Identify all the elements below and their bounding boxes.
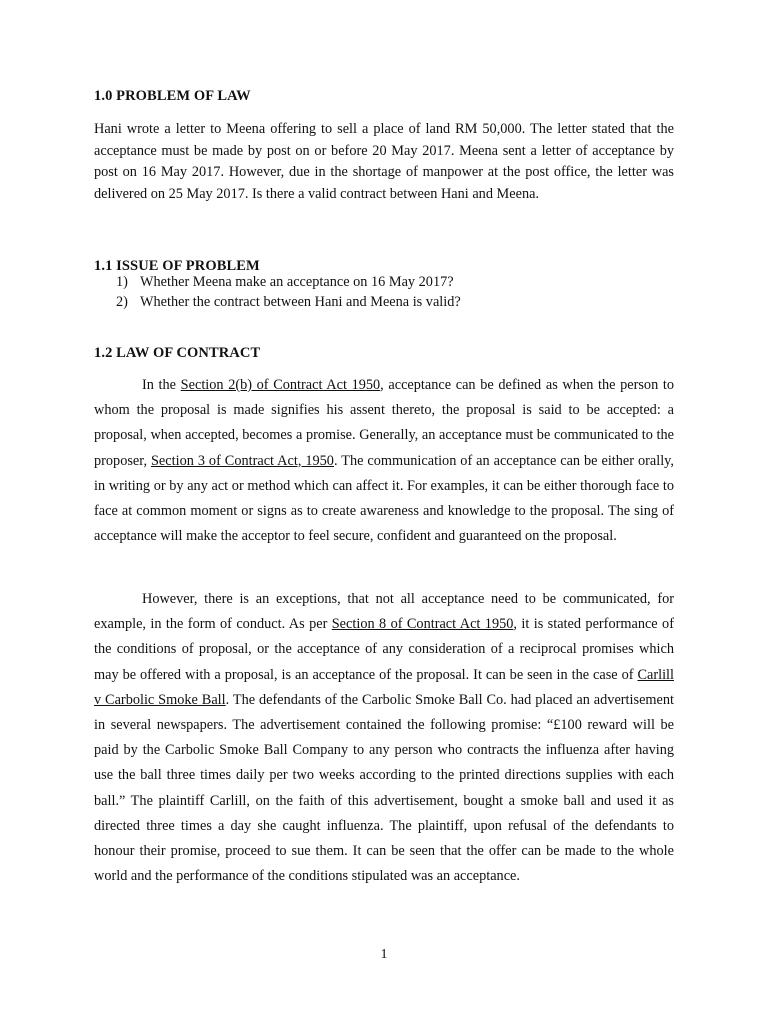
heading-issue-of-problem: 1.1 ISSUE OF PROBLEM <box>94 258 260 274</box>
text-run: , it is stated performance of the conditions of proposal, or the acceptance of any consideration of a reciprocal promises which may be offered with a proposal, is an acceptance of the proposal. It can be seen in the case of <box>94 616 674 683</box>
issue-list <box>94 273 674 312</box>
case-reference: Carlill v Carbolic Smoke Ball <box>94 666 674 708</box>
text-run: . The communication of an acceptance can be either orally, in writing or by any act or method which can affect it. For examples, it can be either thorough face to face at common moment or signs as to create awareness and knowledge to the proposal. The sing of acceptance will make the acceptor to feel secure, confident and guaranteed on the proposal. <box>94 452 674 545</box>
problem-paragraph: Hani wrote a letter to Meena offering to sell a place of land RM 50,000. The letter stated that the acceptance must be made by post on or before 20 May 2017. Meena sent a letter of acceptance by post on 16 May 2017. However, due in the shortage of manpower at the post office, the letter was delivered on 25 May 2017. Is there a valid contract between Hani and Meena. <box>94 121 674 202</box>
statute-reference: Section 3 of Contract Act, 1950 <box>150 452 334 469</box>
issue-item <box>94 293 674 313</box>
heading-law-of-contract: 1.2 LAW OF CONTRACT <box>94 345 261 361</box>
statute-reference: Section 2(b) of Contract Act 1950 <box>180 377 381 393</box>
issue-text: Whether Meena make an acceptance on 16 May 2017? <box>140 274 454 290</box>
issue-number: 1) <box>116 274 128 290</box>
page-number: 1 <box>380 947 388 962</box>
text-run: In the <box>142 377 181 393</box>
issue-number: 2) <box>116 293 128 310</box>
text-run: However, there is an exceptions, that not all acceptance need to be communicated, for example, in the form of conduct. As per <box>94 591 674 633</box>
issue-text: Whether the contract between Hani and Meena is valid? <box>140 293 461 310</box>
text-run: . The defendants of the Carbolic Smoke Ball Co. had placed an advertisement in several newspapers. The advertisement contained the following promise: “£100 reward will be paid by the Carbolic Smoke Ball Company to any person who contracts the influenza after having use the ball three times daily per two weeks according to the printed directions supplies with each ball.” The plaintiff Carlill, on the faith of this advertisement, bought a smoke ball and used it as directed three times a day she caught influenza. The plaintiff, upon refusal of the defendants to honour their promise, proceed to sue them. It can be seen that the offer can be made to the whole world and the performance of the conditions stipulated was an acceptance. <box>94 691 675 885</box>
issue-item <box>94 273 674 293</box>
heading-problem-of-law: 1.0 PROBLEM OF LAW <box>94 88 251 104</box>
law-paragraph-2 <box>94 587 674 889</box>
statute-reference: Section 8 of Contract Act 1950 <box>331 616 514 633</box>
law-paragraph-1 <box>94 373 674 549</box>
text-run: , acceptance can be defined as when the person to whom the proposal is made signifies his assent thereto, the proposal is said to be accepted: a proposal, when accepted, becomes a promise. Generally, an acceptance must be communicated to the proposer, <box>94 377 674 469</box>
